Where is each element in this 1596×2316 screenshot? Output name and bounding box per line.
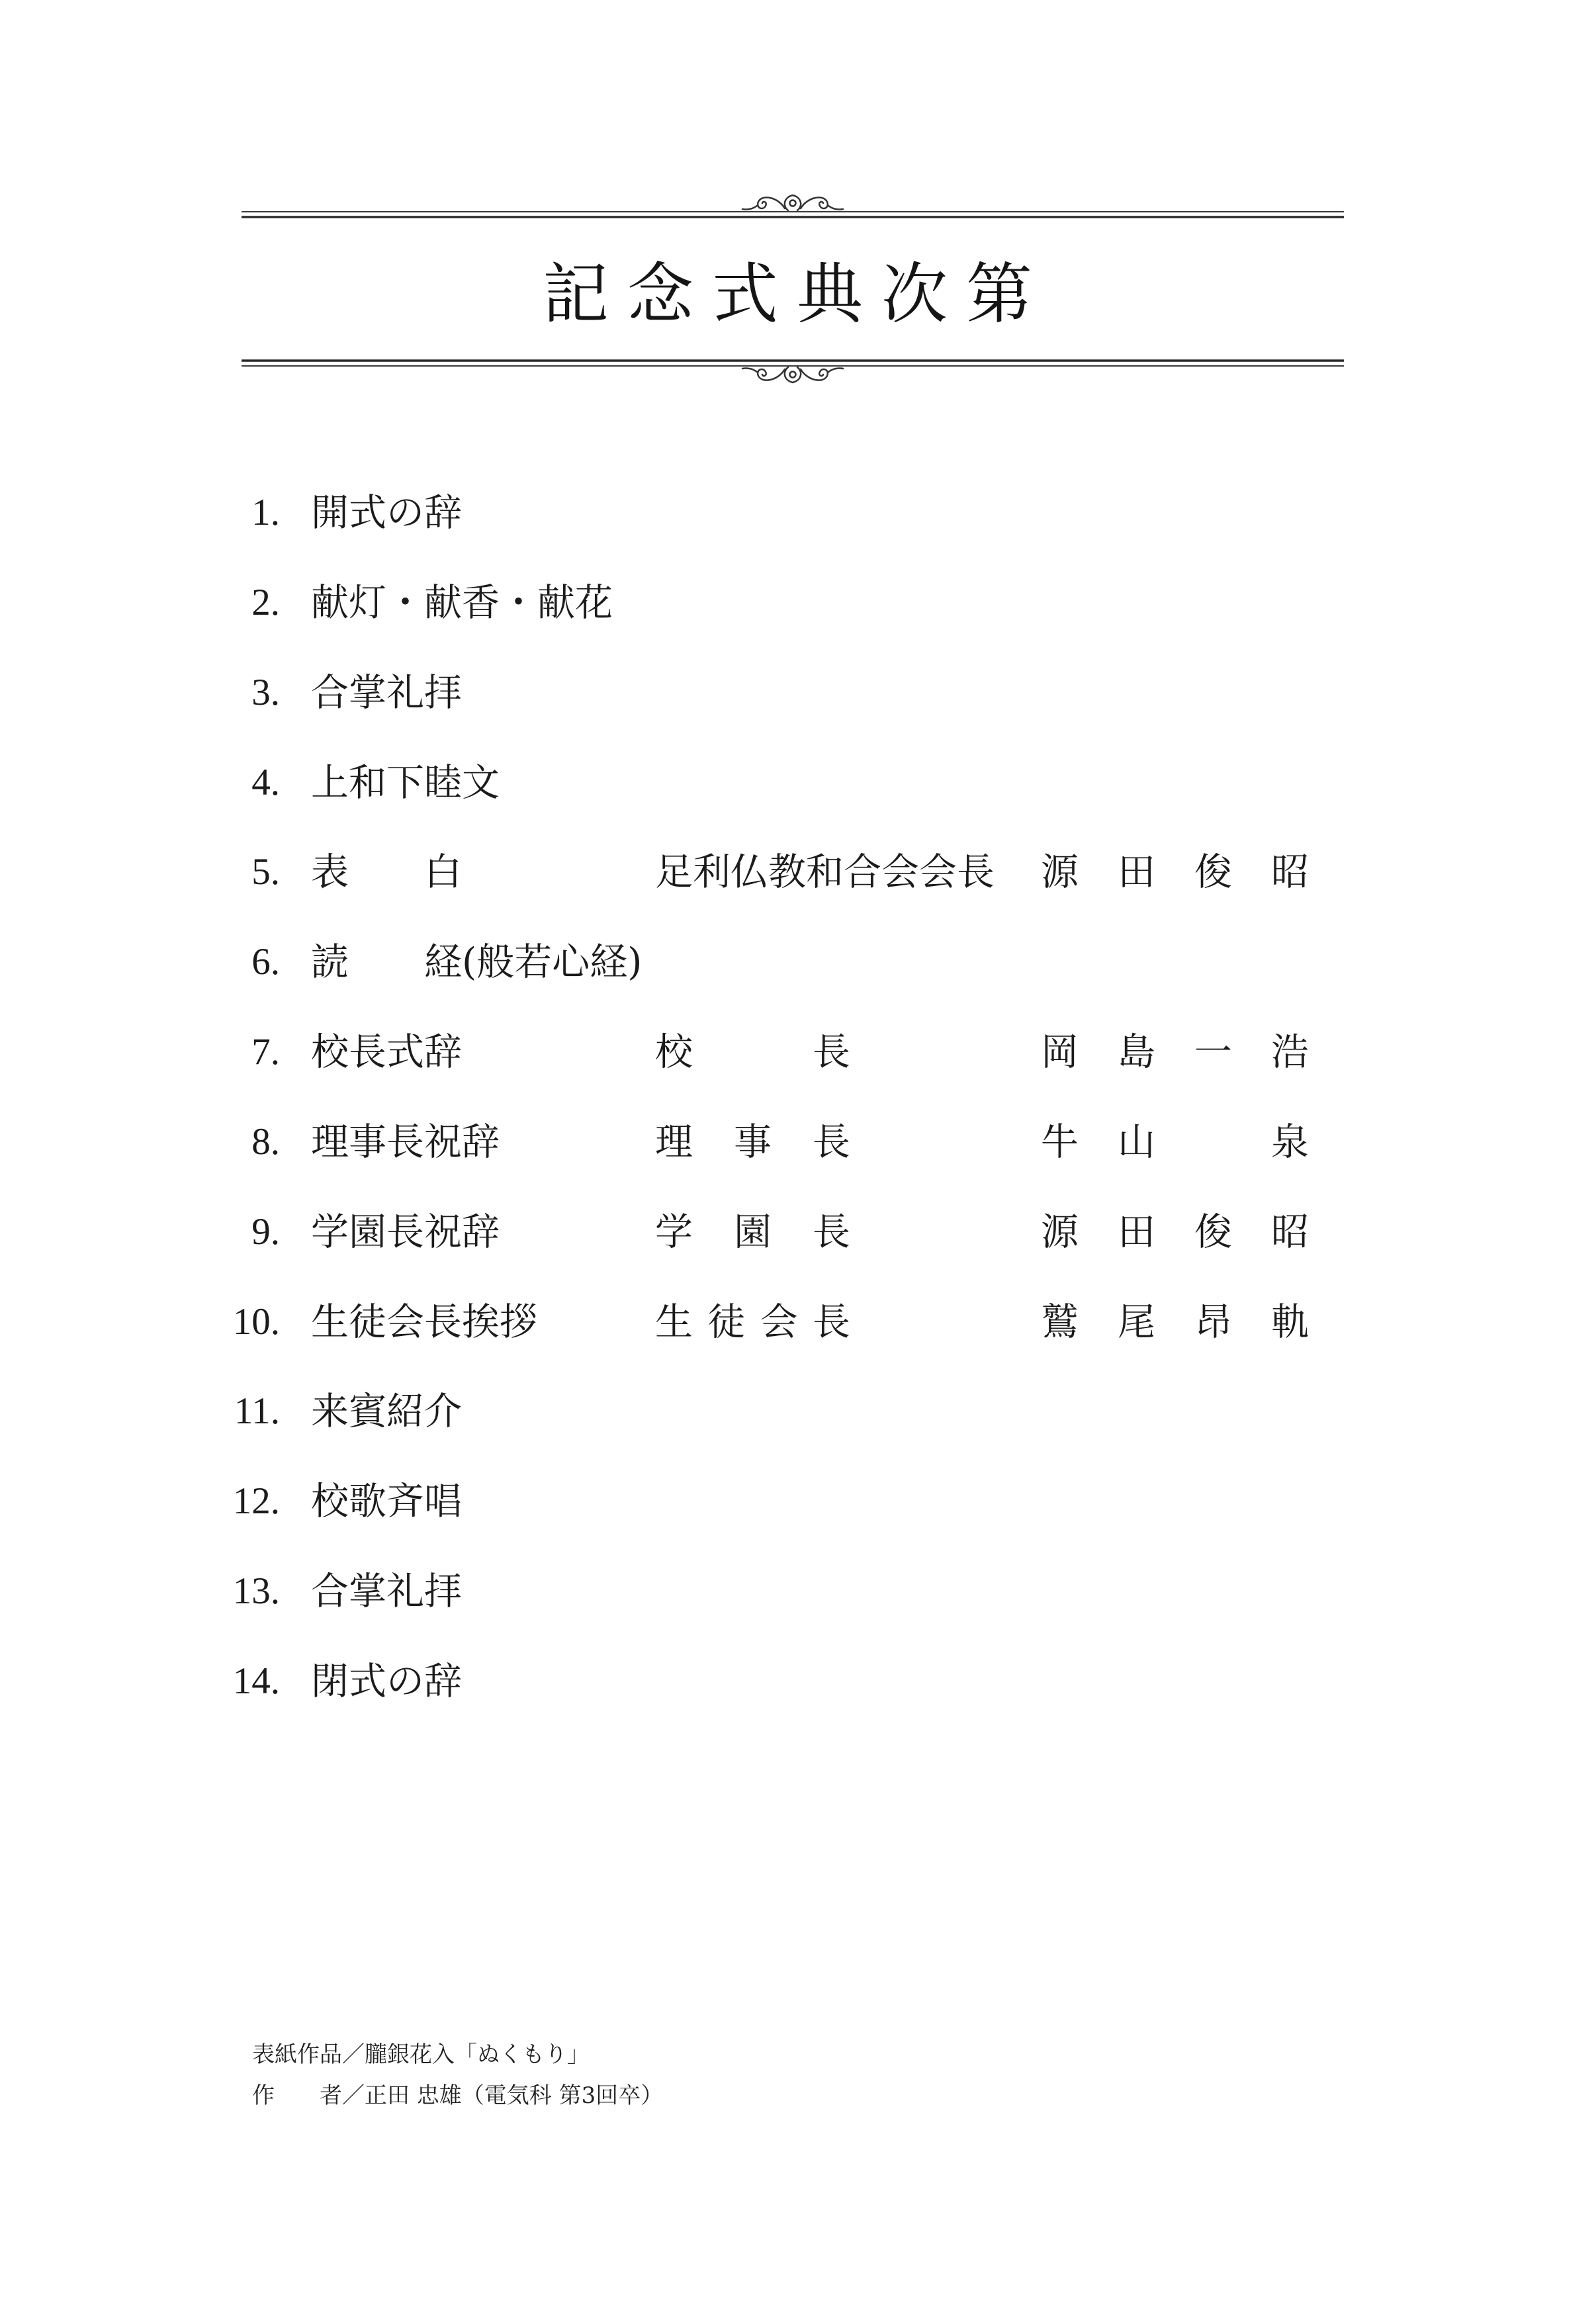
item-title: 献灯・献香・献花 [311,581,613,625]
speaker-role-char: 長 [812,1300,850,1344]
ornament-curl-right [801,197,828,208]
speaker-name [1041,1292,1309,1352]
ornament-tail-left [742,206,757,209]
item-number: 7. [251,1031,280,1073]
speaker-name-char: 源 [1041,850,1079,894]
item-title: 上和下睦文 [311,761,500,805]
author-credit: 作 者／正田 忠雄（電気科 第3回卒） [252,2082,664,2109]
speaker-name [1041,1112,1309,1172]
item-number: 4. [251,762,280,803]
program-item-11 [0,1382,1596,1441]
speaker-role-char: 学 [655,1210,693,1254]
ornament-curl-right [801,369,828,380]
program-item-3 [0,663,1596,723]
item-title: 来賓紹介 [311,1390,462,1433]
item-number: 8. [251,1121,280,1163]
speaker-role-char: 生 [655,1300,693,1344]
item-title: 表 白 [311,850,462,894]
speaker-role-char: 長 [813,1120,850,1164]
speaker-name-char: 岡 [1041,1030,1079,1074]
item-number: 5. [251,851,280,893]
item-title: 生徒会長挨拶 [311,1300,537,1344]
program-item-9 [0,1202,1596,1262]
ornament-dot [790,372,796,378]
item-title: 理事長祝辞 [311,1120,500,1164]
program-item-2 [0,573,1596,633]
item-title: 読 経(般若心経) [311,940,643,984]
speaker-role: 足利仏教和合会会長 [655,850,995,894]
program-item-4 [0,753,1596,813]
item-title: 学園長祝辞 [311,1210,500,1254]
program-item-1 [0,483,1596,543]
item-number: 3. [251,672,280,713]
speaker-name-char: 軌 [1271,1300,1309,1344]
cover-work-credit: 表紙作品／朧銀花入「ぬくもり」 [252,2041,590,2068]
speaker-role-char: 理 [655,1120,693,1164]
speaker-role-char: 園 [734,1210,772,1254]
item-number: 2. [251,582,280,623]
item-title: 開式の辞 [311,491,462,535]
item-number: 1. [251,492,280,533]
speaker-name-char: 牛 [1041,1120,1079,1164]
speaker-name [1041,842,1309,902]
item-number: 13. [232,1570,280,1612]
top-ornament [742,195,843,210]
speaker-role [655,1112,850,1172]
speaker-name [1041,1022,1309,1082]
ornament-tail-right [828,369,843,372]
item-title: 校歌斉唱 [311,1480,462,1523]
item-title: 閉式の辞 [311,1660,462,1703]
title-decoration [0,0,1596,410]
speaker-name-char: 浩 [1271,1030,1309,1074]
item-title: 合掌礼拝 [311,671,462,715]
item-title: 合掌礼拝 [311,1570,462,1613]
program-item-10 [0,1292,1596,1352]
speaker-name-char: 山 [1118,1120,1155,1164]
program-item-8 [0,1112,1596,1172]
speaker-name-char: 昭 [1271,1210,1309,1254]
speaker-role-char: 長 [813,1030,850,1074]
program-item-13 [0,1562,1596,1621]
item-number: 11. [234,1390,280,1432]
speaker-role [655,1202,850,1262]
item-number: 14. [232,1660,280,1702]
speaker-role-char: 徒 [707,1300,746,1344]
program-item-14 [0,1652,1596,1711]
speaker-role-char: 校 [655,1030,693,1074]
speaker-name-char: 一 [1194,1030,1232,1074]
speaker-name-char: 昂 [1194,1300,1232,1344]
speaker-name [1041,1202,1309,1262]
speaker-name-char: 俊 [1194,1210,1232,1254]
speaker-role [655,1292,850,1352]
item-number: 12. [232,1480,280,1522]
speaker-name-char: 俊 [1194,850,1232,894]
ornament-tail-right [828,206,843,209]
speaker-name-char: 島 [1118,1030,1155,1074]
speaker-name-char: 田 [1118,850,1155,894]
ornament-arch [785,367,801,382]
document-title: 記念式典次第 [543,255,1051,333]
ornament-dot [790,200,796,206]
item-number: 10. [232,1301,280,1343]
ornament-arch [785,195,801,210]
speaker-name-char: 田 [1118,1210,1155,1254]
program-item-6 [0,932,1596,992]
speaker-name-char: 尾 [1118,1300,1155,1344]
speaker-name-char: 泉 [1271,1120,1309,1164]
item-title: 校長式辞 [311,1030,462,1074]
item-number: 9. [251,1211,280,1253]
speaker-name-char [1194,1112,1232,1172]
ornament-curl-left [758,369,785,380]
speaker-name-char: 源 [1041,1210,1079,1254]
speaker-role-char: 事 [734,1120,772,1164]
program-item-5 [0,842,1596,902]
speaker-role-char: 長 [813,1210,850,1254]
speaker-role-char: 会 [760,1300,798,1344]
bottom-ornament [742,367,843,382]
ornament-tail-left [742,369,757,372]
ornament-curl-left [758,197,785,208]
program-item-7 [0,1022,1596,1082]
speaker-name-char: 昭 [1271,850,1309,894]
item-number: 6. [251,941,280,983]
speaker-name-char: 鷲 [1041,1300,1079,1344]
speaker-role [655,1022,850,1082]
program-item-12 [0,1472,1596,1531]
